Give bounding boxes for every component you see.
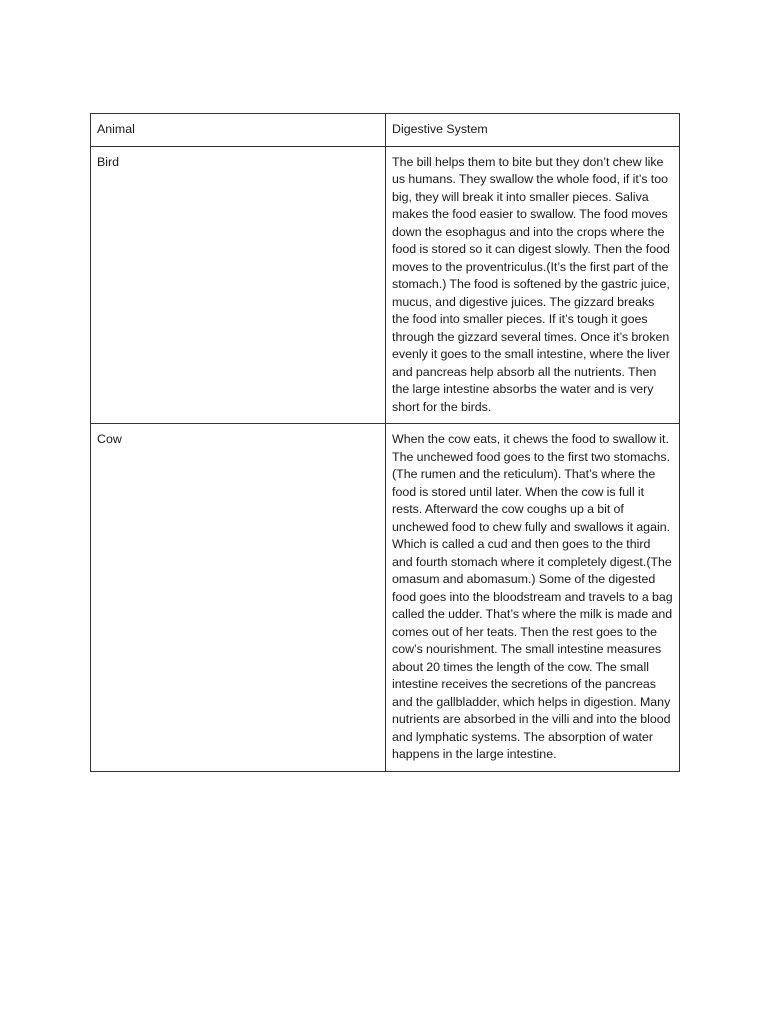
- description-cell-cow: When the cow eats, it chews the food to swallow it. The unchewed food goes to the first two stomachs. (The rumen and the reticulum). That’s where the food is stored until later. When the cow is full it rests. Afterward the cow coughs up a bit of unchewed food to chew fully and swallows it again. Which is called a cud and then goes to the third and fourth stomach where it completely digest.(The omasum and abomasum.) Some of the digested food goes into the bloodstream and travels to a bag called the udder. That’s where the milk is made and comes out of her teats. Then the rest goes to the cow’s nourishment. The small intestine measures about 20 times the length of the cow. The small intestine receives the secretions of the pancreas and the gallbladder, which helps in digestion. Many nutrients are absorbed in the villi and into the blood and lymphatic systems. The absorption of water happens in the large intestine.: [386, 424, 680, 772]
- table-row-cow: [91, 424, 680, 772]
- animal-cell-cow: Cow: [91, 424, 386, 772]
- animal-cell-bird: Bird: [91, 146, 386, 424]
- table-row-bird: [91, 146, 680, 424]
- header-animal: Animal: [91, 114, 386, 147]
- digestive-system-table: [90, 113, 680, 772]
- table-header-row: [91, 114, 680, 147]
- header-digestive-system: Digestive System: [386, 114, 680, 147]
- description-cell-bird: The bill helps them to bite but they don’t chew like us humans. They swallow the whole food, if it’s too big, they will break it into smaller pieces. Saliva makes the food easier to swallow. The food moves down the esophagus and into the crops where the food is stored so it can digest slowly. Then the food moves to the proventriculus.(It’s the first part of the stomach.) The food is softened by the gastric juice, mucus, and digestive juices. The gizzard breaks the food into smaller pieces. If it’s tough it goes through the gizzard several times. Once it’s broken evenly it goes to the small intestine, where the liver and pancreas help absorb all the nutrients. Then the large intestine absorbs the water and is very short for the birds.: [386, 146, 680, 424]
